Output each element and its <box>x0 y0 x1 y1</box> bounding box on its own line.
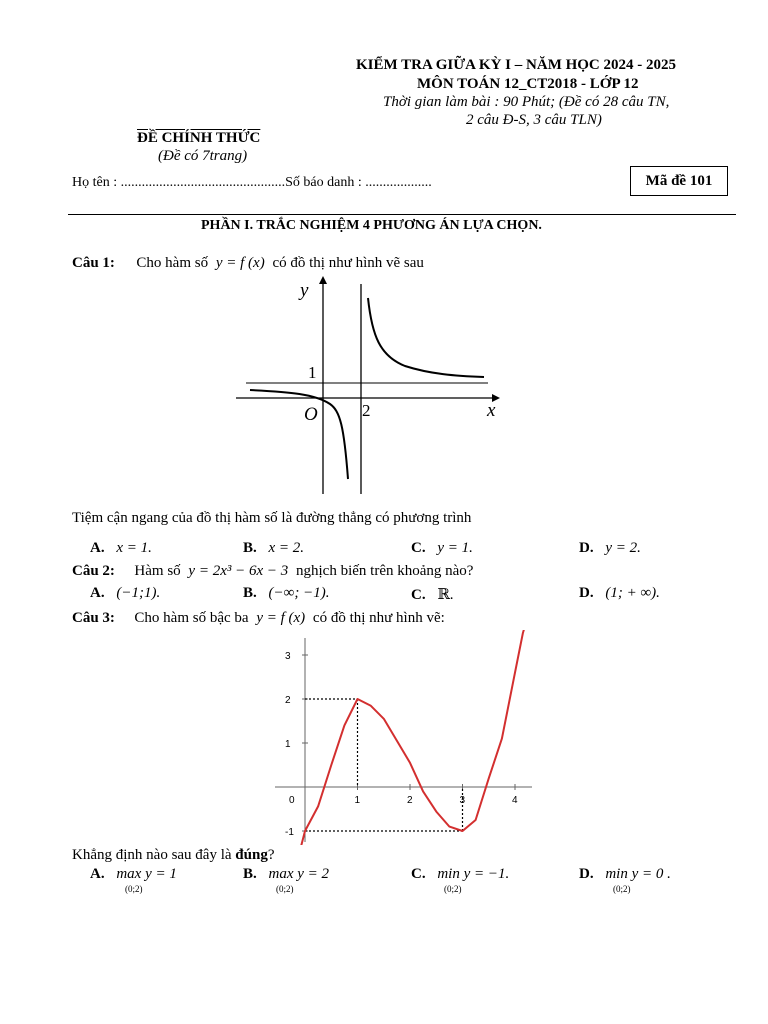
q3-text-before: Cho hàm số bậc ba <box>134 610 249 626</box>
q2-stem <box>72 563 473 580</box>
q2-formula: y = 2x³ − 6x − 3 <box>188 563 289 579</box>
q3-x-tick-label: 3 <box>459 795 466 806</box>
q3-question-emphasis: đúng <box>235 847 268 863</box>
q1-option-d[interactable] <box>579 540 641 557</box>
q3-label: Câu 3: <box>72 610 115 626</box>
option-text: min y = 0 . <box>605 866 671 882</box>
option-letter: A. <box>90 585 105 601</box>
student-info-line: Họ tên : ...............................................Số báo danh : ................... <box>72 175 432 190</box>
exam-title: KIỂM TRA GIỮA KỲ I – NĂM HỌC 2024 - 2025 <box>356 57 677 73</box>
option-text: max y = 2 <box>268 866 330 882</box>
option-letter: B. <box>243 540 257 556</box>
q3-option-c[interactable] <box>411 866 509 883</box>
q3-question <box>72 847 275 864</box>
q1-graph <box>230 276 500 501</box>
section-title: PHẦN I. TRẮC NGHIỆM 4 PHƯƠNG ÁN LỰA CHỌN. <box>201 218 542 233</box>
option-text: x = 1. <box>116 540 152 556</box>
q2-label: Câu 2: <box>72 563 115 579</box>
q1-y-label: y <box>300 280 309 301</box>
q1-text-after: có đồ thị như hình vẽ sau <box>272 255 424 271</box>
q3-x-tick-label: 2 <box>407 795 413 806</box>
q3-question-text: Khẳng định nào sau đây là <box>72 847 232 863</box>
q3-y-tick-label: -1 <box>285 827 294 838</box>
q3-question-end: ? <box>267 847 275 863</box>
q1-y-arrow <box>319 276 327 284</box>
q3-option-b-subscript: (0;2) <box>276 884 294 894</box>
option-text: (−1;1). <box>116 585 161 601</box>
option-letter: A. <box>90 866 105 882</box>
option-letter: C. <box>411 866 426 882</box>
q2-option-b[interactable] <box>243 585 329 602</box>
option-letter: C. <box>411 540 426 556</box>
q1-question: Tiệm cận ngang của đồ thị hàm số là đường thẳng có phương trình <box>72 510 472 526</box>
q3-formula: y = f (x) <box>256 610 306 626</box>
q3-curve <box>300 630 528 845</box>
q1-option-a[interactable] <box>90 540 152 557</box>
exam-time-line1: Thời gian làm bài : 90 Phút; (Đề có 28 câu TN, <box>383 94 670 110</box>
option-letter: B. <box>243 585 257 601</box>
q1-right-branch <box>368 298 484 377</box>
q2-option-a[interactable] <box>90 585 160 602</box>
q3-option-c-subscript: (0;2) <box>444 884 462 894</box>
q1-option-b[interactable] <box>243 540 304 557</box>
q1-label: Câu 1: <box>72 255 115 271</box>
q1-x-label: x <box>487 400 496 421</box>
q3-x-tick-label: 4 <box>512 795 518 806</box>
q1-option-c[interactable] <box>411 540 473 557</box>
option-letter: D. <box>579 866 594 882</box>
q3-y-tick-label: 2 <box>285 695 291 706</box>
option-letter: C. <box>411 587 426 603</box>
q1-two-label: 2 <box>362 401 371 420</box>
option-text: (1; + ∞). <box>605 585 660 601</box>
option-letter: D. <box>579 540 594 556</box>
q3-option-a-subscript: (0;2) <box>125 884 143 894</box>
q2-text-after: nghịch biến trên khoảng nào? <box>296 563 474 579</box>
exam-subject: MÔN TOÁN 12_CT2018 - LỚP 12 <box>417 76 639 92</box>
q3-option-b[interactable] <box>243 866 329 883</box>
exam-code-box <box>630 166 728 196</box>
q1-one-label: 1 <box>308 363 317 382</box>
q3-option-d[interactable] <box>579 866 671 883</box>
q3-x-tick-label: 1 <box>354 795 361 806</box>
option-text: (−∞; −1). <box>268 585 330 601</box>
q3-stem <box>72 610 445 627</box>
q2-text-before: Hàm số <box>134 563 181 579</box>
option-text: max y = 1 <box>116 866 177 882</box>
exam-time-line2: 2 câu Đ-S, 3 câu TLN) <box>466 112 602 128</box>
header-divider <box>68 214 736 215</box>
q3-y-tick-label: 3 <box>285 651 291 662</box>
option-text: ℝ. <box>437 587 454 603</box>
q2-option-d[interactable] <box>579 585 660 602</box>
official-label: ĐỀ CHÍNH THỨC <box>137 130 261 146</box>
q1-stem <box>72 255 424 272</box>
option-text: y = 2. <box>605 540 641 556</box>
exam-code: Mã đề 101 <box>645 172 713 189</box>
option-letter: B. <box>243 866 257 882</box>
option-text: y = 1. <box>437 540 473 556</box>
q3-option-d-subscript: (0;2) <box>613 884 631 894</box>
q1-left-branch <box>250 390 348 479</box>
q3-x-tick-label: 0 <box>289 795 295 806</box>
q1-text-before: Cho hàm số <box>136 255 209 271</box>
option-letter: D. <box>579 585 594 601</box>
q1-origin-label: O <box>304 404 318 425</box>
page-count: (Đề có 7trang) <box>158 148 248 164</box>
option-letter: A. <box>90 540 105 556</box>
q3-cubic-chart <box>270 630 540 845</box>
option-text: min y = −1. <box>437 866 510 882</box>
q3-text-after: có đồ thị như hình vẽ: <box>312 610 445 626</box>
q3-y-tick-label: 1 <box>285 739 291 750</box>
q3-option-a[interactable] <box>90 866 177 883</box>
option-text: x = 2. <box>268 540 305 556</box>
q1-formula: y = f (x) <box>215 255 265 271</box>
q2-option-c[interactable] <box>411 585 454 604</box>
